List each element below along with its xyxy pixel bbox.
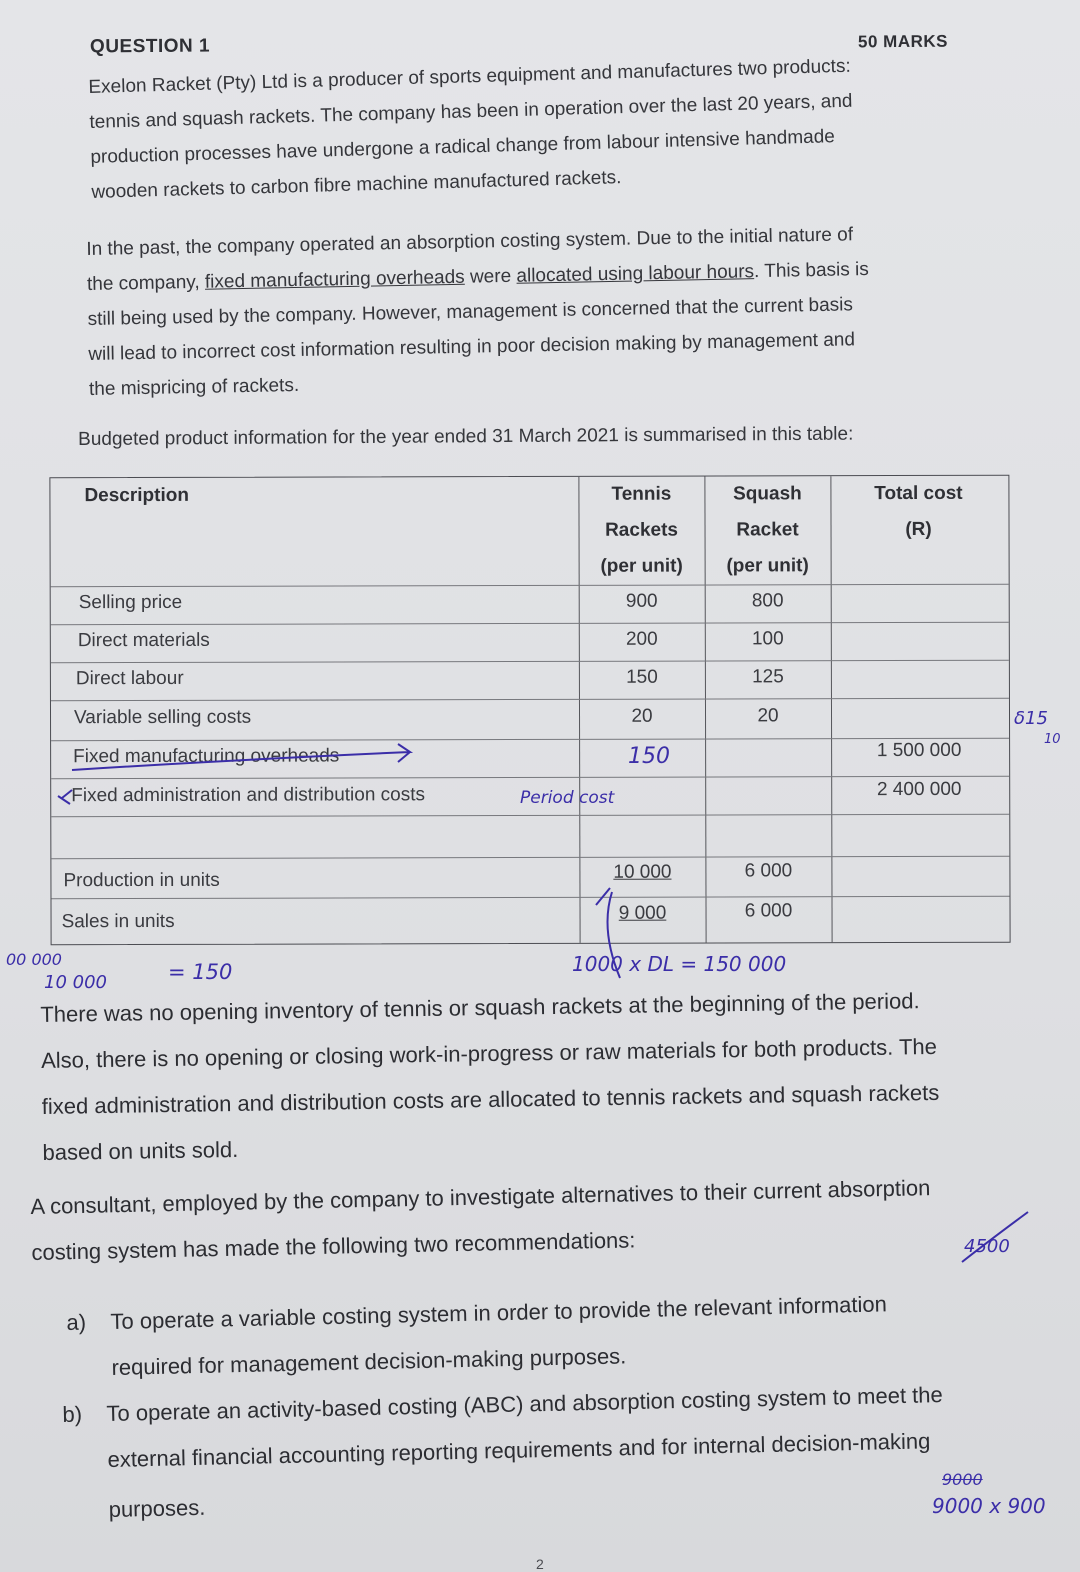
row-label-variable-selling-costs: Variable selling costs	[73, 706, 252, 729]
marks-label: 50 MARKS	[857, 31, 949, 52]
handwritten-dl-calc: 1000 x DL = 150 000	[572, 952, 787, 976]
total-fixed-manufacturing: 1 500 000	[876, 739, 962, 762]
squash-variable-selling: 20	[757, 705, 779, 727]
list-marker: a)	[66, 1309, 87, 1335]
handwritten-left-calc: = 150	[168, 960, 233, 984]
text-line: will lead to incorrect cost information resulting in poor decision making by management and	[88, 329, 856, 365]
handwritten-bottom-b: 9000 x 900	[932, 1494, 1046, 1518]
row-label-fixed-admin-distribution: Fixed administration and distribution costs	[71, 784, 426, 807]
underlined-allocated-using-labour-hours: allocated using labour hours	[516, 261, 755, 287]
text-line: To operate a variable costing system in order to provide the relevant information	[110, 1291, 888, 1334]
text-line: In the past, the company operated an absorption costing system. Due to the initial nature of	[86, 224, 854, 260]
header-line: Racket	[736, 519, 799, 541]
text-line: A consultant, employed by the company to investigate alternatives to their current absorption	[30, 1175, 931, 1219]
text-line: the mispricing of rackets.	[88, 374, 300, 400]
text-span: the company,	[86, 271, 206, 295]
header-line: (R)	[905, 518, 932, 541]
text-line: wooden rackets to carbon fibre machine manufactured rackets.	[91, 167, 622, 203]
text-line: external financial accounting reporting requirements and for internal decision-making	[107, 1428, 931, 1472]
squash-direct-labour: 125	[752, 666, 784, 688]
text-line: fixed administration and distribution costs are allocated to tennis rackets and squash rackets	[41, 1079, 940, 1119]
squash-selling-price: 800	[751, 590, 784, 612]
text-line: tennis and squash rackets. The company has been in operation over the last 20 years, and	[89, 90, 853, 133]
row-label-production-units: Production in units	[63, 869, 220, 892]
handwritten-margin-b: 10	[1044, 732, 1061, 747]
text-line: Exelon Racket (Pty) Ltd is a producer of sports equipment and manufactures two products:	[88, 55, 851, 98]
total-fixed-admin: 2 400 000	[876, 778, 962, 801]
header-line: Tennis	[611, 483, 672, 505]
question-title: QUESTION 1	[89, 35, 211, 58]
handwritten-margin-a: δ15	[1014, 708, 1048, 729]
row-label-direct-labour: Direct labour	[75, 667, 184, 690]
tennis-variable-selling: 20	[631, 705, 653, 727]
list-marker: b)	[62, 1401, 83, 1427]
row-label-fixed-manufacturing-overheads: Fixed manufacturing overheads	[73, 745, 340, 768]
text-line: still being used by the company. However, management is concerned that the current basis	[87, 294, 854, 330]
body-paragraph-4	[40, 976, 1043, 1176]
row-label-selling-price: Selling price	[78, 591, 183, 614]
value-text: 10 000	[613, 861, 672, 883]
header-line: Squash	[733, 483, 802, 505]
text-line: Also, there is no opening or closing work-in-progress or raw materials for both products. The	[40, 1033, 938, 1073]
text-line: based on units sold.	[42, 1136, 239, 1165]
table-intro: Budgeted product information for the year ended 31 March 2021 is summarised in this table:	[78, 423, 854, 450]
tennis-direct-materials: 200	[625, 628, 658, 650]
handwritten-period-cost: Period cost	[520, 788, 615, 808]
row-label-sales-units: Sales in units	[61, 910, 175, 933]
header-line: Total cost	[874, 482, 963, 505]
text-line: production processes have undergone a radical change from labour intensive handmade	[90, 126, 836, 168]
squash-production-units: 6 000	[744, 860, 793, 882]
arrow-mark	[72, 744, 410, 770]
text-line: purposes.	[108, 1494, 206, 1522]
value-text: 9 000	[618, 902, 667, 924]
text-span: . This basis is	[753, 258, 870, 283]
handwritten-fmo-tennis: 150	[628, 744, 670, 769]
text-line: required for management decision-making purposes.	[111, 1343, 627, 1380]
handwritten-right-mid: 4500	[964, 1236, 1010, 1257]
text-span: were	[464, 265, 517, 288]
text-line: To operate an activity-based costing (ABC) and absorption costing system to meet the	[106, 1382, 944, 1426]
text-line: costing system has made the following two recommendations:	[31, 1227, 636, 1265]
text-line: There was no opening inventory of tennis or squash rackets at the beginning of the period.	[40, 988, 920, 1027]
underlined-fixed-manufacturing-overheads: fixed manufacturing overheads	[204, 266, 465, 293]
header-line: (per unit)	[726, 555, 809, 577]
handwritten-bottom-a: 9000	[942, 1470, 983, 1489]
header-line: Rackets	[605, 519, 678, 541]
tennis-direct-labour: 150	[626, 666, 658, 688]
recommendation-b	[62, 1370, 1045, 1534]
header-line: (per unit)	[600, 555, 683, 577]
squash-sales-units: 6 000	[744, 900, 793, 922]
page-number: 2	[536, 1556, 544, 1572]
header-description: Description	[84, 484, 189, 507]
squash-direct-materials: 100	[751, 628, 784, 650]
handwritten-left-calc-top: 00 000	[6, 950, 62, 969]
tick-mark	[58, 790, 72, 804]
row-label-direct-materials: Direct materials	[77, 629, 210, 652]
handwritten-left-calc-mid: 10 000	[44, 972, 107, 993]
tennis-selling-price: 900	[625, 590, 658, 612]
